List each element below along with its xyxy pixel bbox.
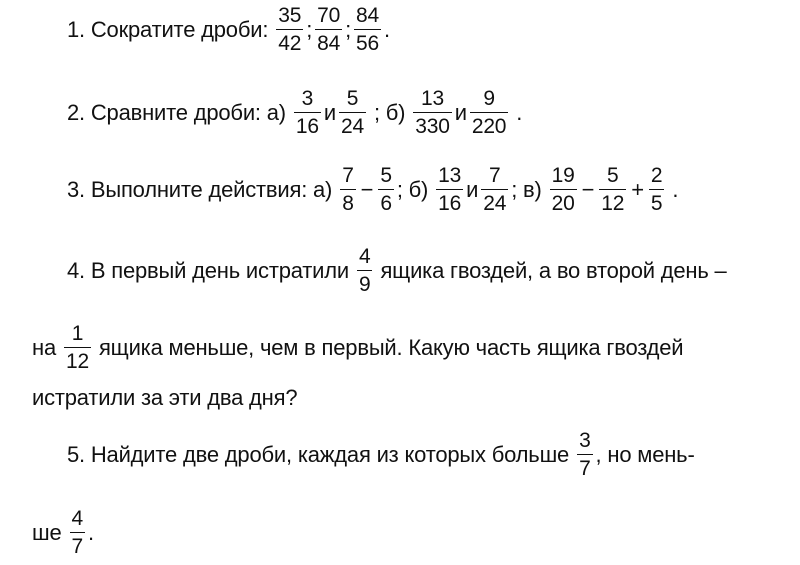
fraction: [339, 88, 366, 137]
numerator: 3: [579, 429, 591, 452]
separator: ;: [345, 16, 352, 42]
part-separator: ; в): [511, 176, 542, 202]
fraction: [340, 165, 355, 214]
denominator: 56: [354, 29, 381, 54]
end-mark: .: [516, 99, 523, 125]
problem-4-line-2: [32, 323, 683, 372]
denominator: 42: [276, 29, 303, 54]
end-mark: .: [87, 519, 94, 545]
numerator: 13: [421, 87, 444, 110]
problem-3-text: 3. Выполните действия: а): [67, 176, 333, 202]
part-separator: ; б): [373, 99, 406, 125]
numerator: 7: [342, 164, 354, 187]
plus-sign: +: [631, 176, 644, 202]
denominator: 12: [599, 189, 626, 214]
denominator: 24: [339, 112, 366, 137]
fraction: [315, 5, 342, 54]
numerator: 2: [650, 164, 663, 187]
denominator: 9: [357, 270, 372, 295]
problem-5-line-2: [32, 508, 94, 557]
denominator: 8: [340, 189, 355, 214]
fraction: [599, 165, 626, 214]
numerator: 4: [358, 245, 371, 268]
minus-sign: −: [360, 176, 374, 202]
denominator: 24: [481, 189, 508, 214]
problem-1: [67, 5, 390, 54]
fraction: [413, 88, 451, 137]
fraction: [70, 508, 85, 557]
numerator: 7: [488, 164, 501, 187]
problem-5-text-start: 5. Найдите две дроби, каждая из которых больше: [67, 441, 570, 467]
denominator: 330: [413, 112, 451, 137]
denominator: 20: [550, 189, 577, 214]
denominator: 6: [378, 189, 393, 214]
numerator: 5: [346, 87, 359, 110]
problem-4-line-3: [32, 385, 297, 411]
problem-4-line-2-start: на: [32, 334, 56, 360]
minus-sign: −: [581, 176, 595, 202]
fraction: [294, 88, 321, 137]
fraction: [357, 246, 372, 295]
fraction: [649, 165, 664, 214]
numerator: 4: [71, 507, 83, 530]
denominator: 5: [649, 189, 664, 214]
numerator: 70: [317, 4, 341, 27]
problem-2: [67, 88, 522, 137]
problem-1-text: 1. Сократите дроби:: [67, 16, 269, 42]
conjunction: и: [466, 176, 479, 202]
numerator: 3: [301, 87, 314, 110]
numerator: 19: [551, 164, 575, 187]
fraction: [577, 430, 592, 479]
denominator: 12: [64, 347, 91, 372]
end-mark: .: [672, 176, 679, 202]
denominator: 7: [70, 532, 85, 557]
problem-5-line-1: [67, 430, 695, 479]
fraction: [436, 165, 463, 214]
conjunction: и: [323, 99, 336, 125]
problem-5-line-2-start: ше: [32, 519, 62, 545]
denominator: 16: [436, 189, 463, 214]
fraction: [64, 323, 91, 372]
denominator: 16: [294, 112, 321, 137]
fraction: [354, 5, 381, 54]
numerator: 35: [278, 4, 302, 27]
problem-4-line-1: [67, 246, 727, 295]
fraction: [378, 165, 393, 214]
fraction: [276, 5, 303, 54]
end-mark: .: [384, 16, 390, 42]
problem-5-text-end: , но мень-: [595, 441, 695, 467]
numerator: 84: [356, 4, 379, 27]
conjunction: и: [454, 99, 467, 125]
part-separator: ; б): [396, 176, 429, 202]
problem-2-text: 2. Сравните дроби: а): [67, 99, 286, 125]
problem-4-text-start: 4. В первый день истратили: [67, 257, 349, 283]
separator: ;: [306, 16, 313, 42]
fraction: [470, 88, 508, 137]
problem-3: [67, 165, 678, 214]
numerator: 1: [71, 322, 84, 345]
denominator: 7: [577, 454, 592, 479]
problem-4-line-2-end: ящика меньше, чем в первый. Какую часть ящика гвоздей: [98, 334, 684, 360]
numerator: 5: [607, 164, 619, 187]
denominator: 84: [315, 29, 342, 54]
problem-4-line-3-text: истратили за эти два дня?: [32, 385, 298, 410]
fraction: [550, 165, 577, 214]
denominator: 220: [470, 112, 508, 137]
fraction: [481, 165, 508, 214]
numerator: 13: [438, 164, 462, 187]
problem-4-text-mid: ящика гвоздей, а во второй день –: [380, 257, 727, 283]
numerator: 5: [380, 164, 392, 187]
numerator: 9: [483, 87, 495, 110]
